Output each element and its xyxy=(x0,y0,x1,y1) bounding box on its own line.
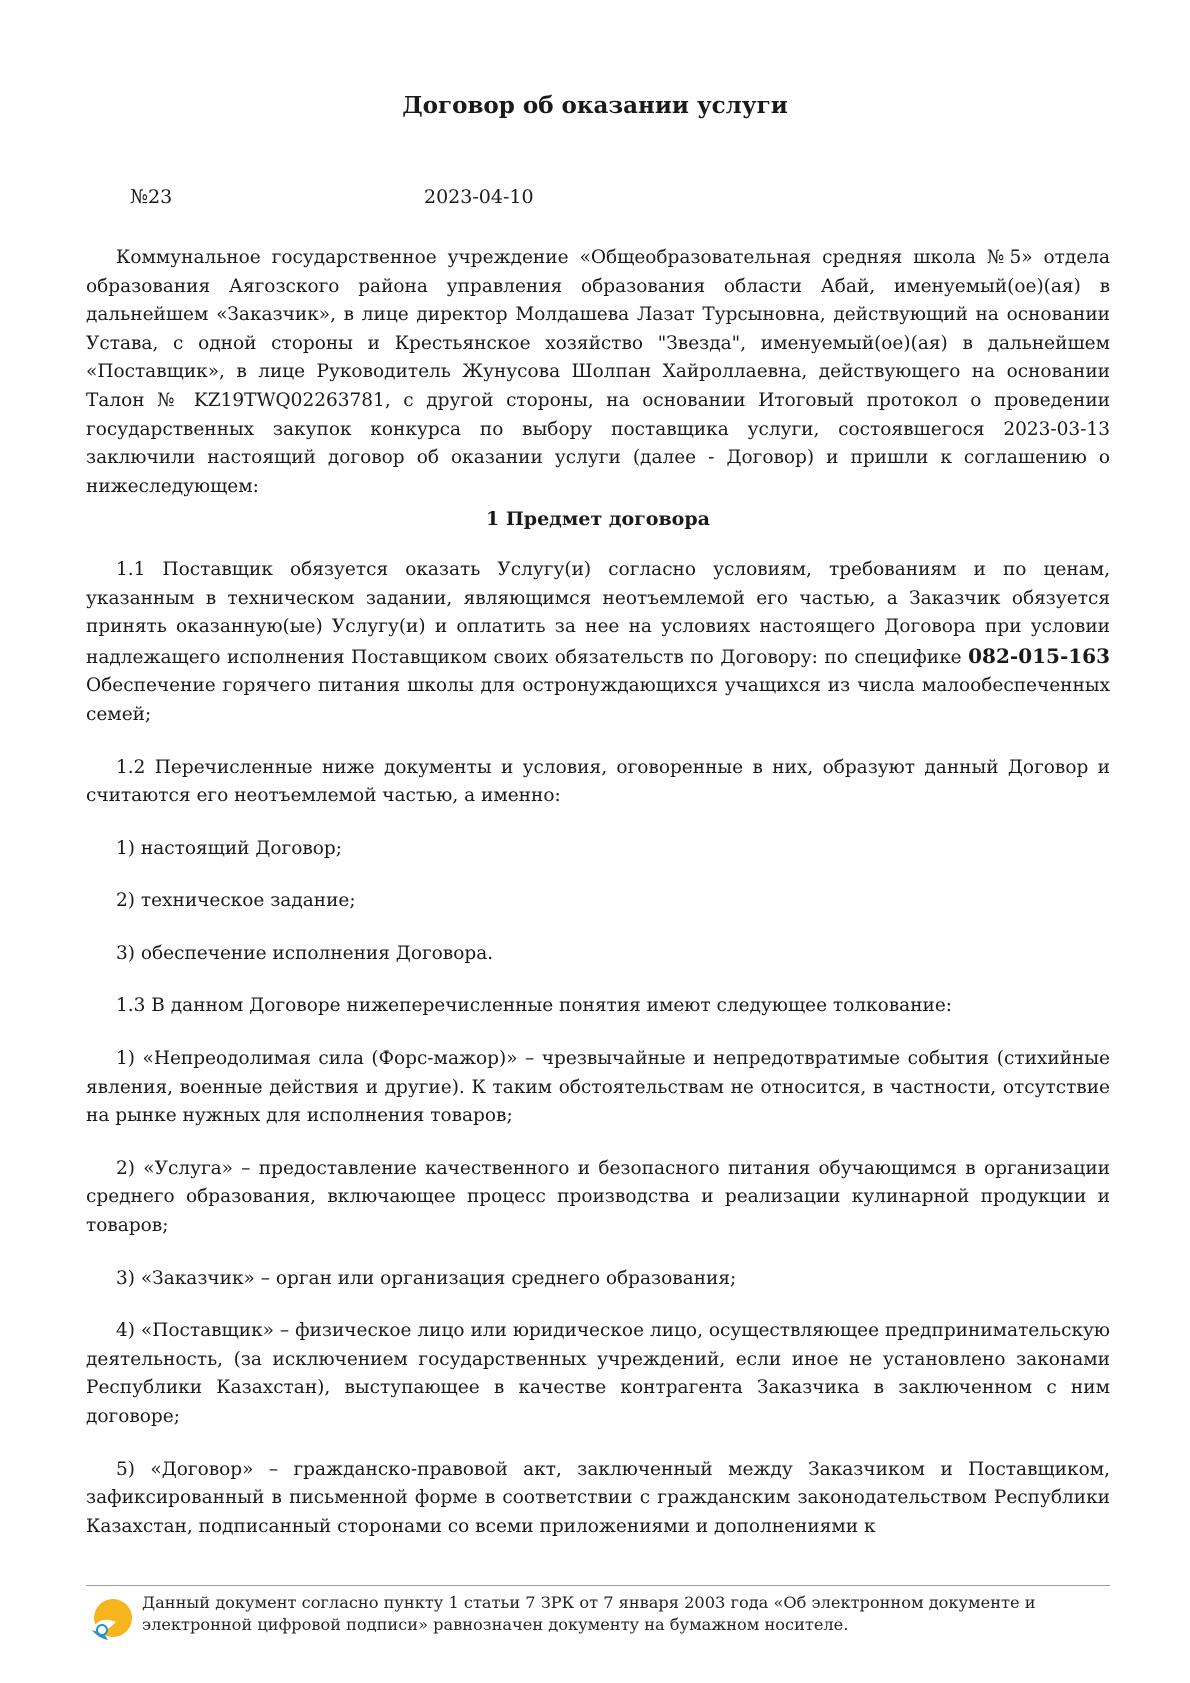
list-item: 3) обеспечение исполнения Договора. xyxy=(116,942,494,964)
definition-item: 5) «Договор» – гражданско-правовой акт, заключенный между Заказчиком и Поставщиком, зафиксированный в письменной форме в соответствии с гражданским законодательством Республики Казахстан, подписанный сторонами со всеми приложениями и дополнениями к xyxy=(86,1458,1110,1537)
definition-item: 1) «Непреодолимая сила (Форс-мажор)» – чрезвычайные и непредотвратимые события (стихийные явления, военные действия и другие). К таким обстоятельствам не относится, в частности, отсутствие на рынке нужных для исполнения товаров; xyxy=(86,1048,1110,1127)
contract-number: №23 xyxy=(130,186,173,208)
footer-divider xyxy=(86,1585,1110,1586)
clause-1-1-start: 1.1 Поставщик обязуется оказать Услугу(и) согласно условиям, требованиям и по ценам, указанным в техническом задании, являющимся неотъемлемой его частью, а Заказчик обязуется принять оказанную(ые) Услугу(и) и оплатить за нее на условиях настоящего Договора при условии надлежащего исполнения Поставщиком своих обязательств по Договору: по специфике xyxy=(86,558,1110,668)
clause-1-1-end: Обеспечение горячего питания школы для остронуждающихся учащихся из числа малообеспеченных семей; xyxy=(86,675,1110,725)
definition-item: 2) «Услуга» – предоставление качественного и безопасного питания обучающимся в организации среднего образования, включающее процесс производства и реализации кулинарной продукции и товаров; xyxy=(86,1157,1110,1237)
footer-text: Данный документ согласно пункту 1 статьи 7 ЗРК от 7 января 2003 года «Об электронном документе и электронной цифровой подписи» равнозначен документу на бумажном носителе. xyxy=(142,1593,1036,1634)
definition-item: 3) «Заказчик» – орган или организация среднего образования; xyxy=(116,1267,737,1289)
contract-date: 2023-04-10 xyxy=(424,186,534,208)
intro-paragraph: Коммунальное государственное учреждение «Общеобразовательная средняя школа №5» отдела образования Аягозского района управления образования области Абай, именуемый(ое)(ая) в дальнейшем «Заказчик», в лице директор Молдашева Лазат Турсыновна, действующий на основании Устава, с одной стороны и Крестьянское хозяйство "Звезда", именуемый(ое)(ая) в дальнейшем «Поставщик», в лице Руководитель Жунусова Шолпан Хайроллаевна, действующего на основании Талон № KZ19TWQ02263781, с другой стороны, на основании Итоговый протокол о проведении государственных закупок конкурса по выбору поставщика услуги, состоявшегося 2023-03-13 заключили настоящий договор об оказании услуги (далее - Договор) и пришли к соглашению о нижеследующем: xyxy=(86,247,1110,497)
clause-1-1 xyxy=(86,556,1110,730)
list-item: 2) техническое задание; xyxy=(116,890,356,912)
document-title: Договор об оказании услуги xyxy=(402,92,788,119)
section-heading: 1 Предмет договора xyxy=(486,508,710,531)
clause-1-3: 1.3 В данном Договоре нижеперечисленные понятия имеют следующее толкование: xyxy=(116,995,953,1017)
document-body xyxy=(86,244,1110,1565)
list-item: 1) настоящий Договор; xyxy=(116,837,343,859)
footer xyxy=(86,1592,1110,1648)
clause-1-2: 1.2 Перечисленные ниже документы и условия, оговоренные в них, образуют данный Договор и считаются его неотъемлемой частью, а именно: xyxy=(86,756,1110,807)
definition-item: 4) «Поставщик» – физическое лицо или юридическое лицо, осуществляющее предпринимательскую деятельность, (за исключением государственных учреждений, если иное не установлено законами Республики Казахстан), выступающее в качестве контрагента Заказчика в заключенном с ним договоре; xyxy=(86,1320,1110,1427)
e-gov-sun-logo-icon xyxy=(88,1596,134,1642)
budget-code: 082-015-163 xyxy=(968,643,1110,668)
